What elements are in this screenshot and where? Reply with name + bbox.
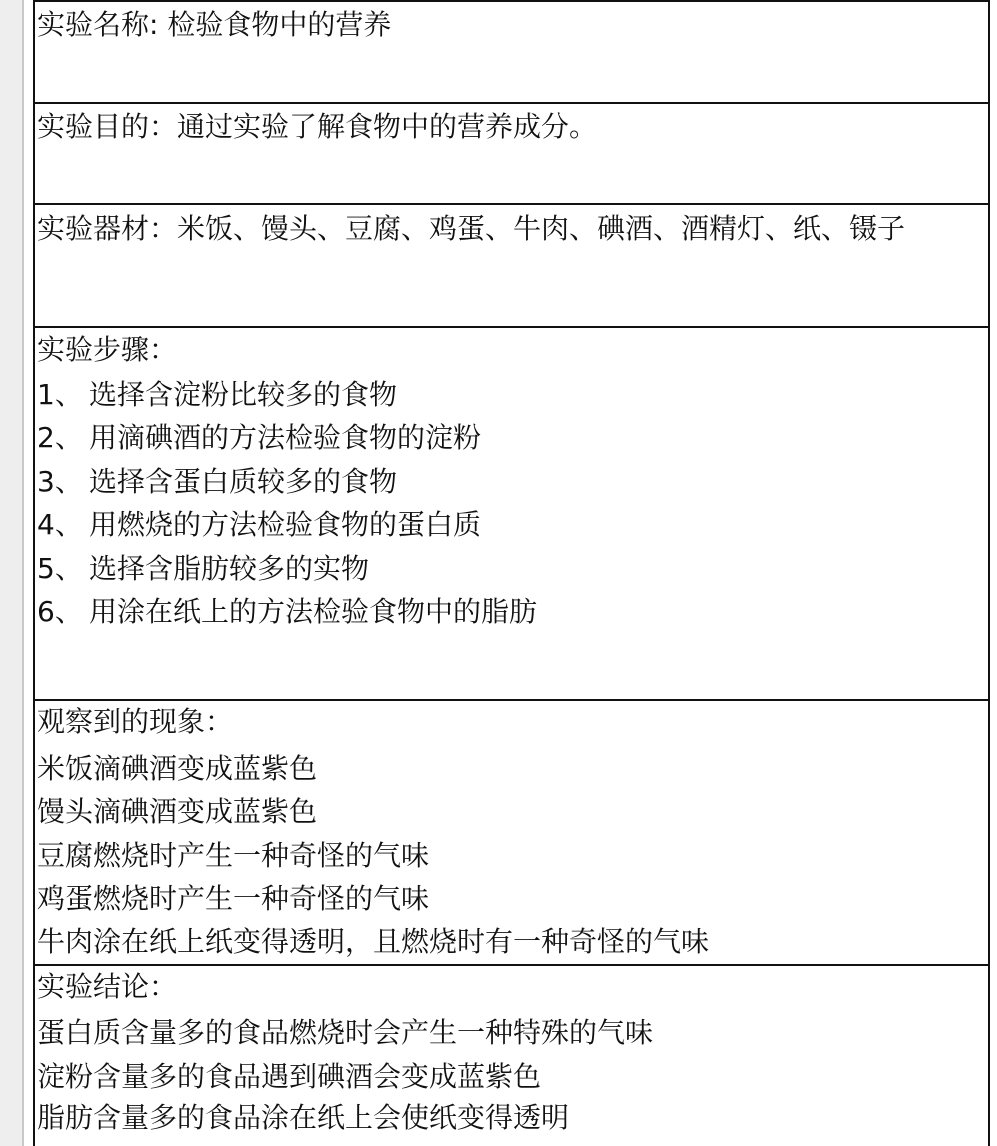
step-number: 4、 bbox=[37, 508, 83, 541]
step-text: 选择含淀粉比较多的食物 bbox=[89, 378, 398, 411]
experiment-materials-cell bbox=[35, 205, 988, 328]
observations-cell bbox=[35, 701, 988, 966]
step-item bbox=[37, 595, 537, 629]
step-item bbox=[37, 465, 397, 499]
observation-item: 牛肉涂在纸上纸变得透明，且燃烧时有一种奇怪的气味 bbox=[37, 925, 710, 958]
step-text: 用燃烧的方法检验食物的蛋白质 bbox=[89, 508, 482, 541]
experiment-materials-text: 实验器材：米饭、馒头、豆腐、鸡蛋、牛肉、碘酒、酒精灯、纸、镊子 bbox=[37, 212, 906, 245]
conclusion-item: 脂肪含量多的食品涂在纸上会使纸变得透明 bbox=[37, 1101, 570, 1134]
step-number: 1、 bbox=[37, 378, 83, 411]
step-item bbox=[37, 508, 481, 542]
observation-item: 馒头滴碘酒变成蓝紫色 bbox=[37, 795, 318, 828]
step-item bbox=[37, 378, 397, 412]
experiment-name-cell bbox=[35, 2, 988, 104]
step-text: 选择含蛋白质较多的食物 bbox=[89, 465, 398, 498]
observations-heading: 观察到的现象： bbox=[37, 705, 234, 738]
step-item bbox=[37, 552, 369, 586]
experiment-steps-cell bbox=[35, 328, 988, 701]
experiment-purpose-text: 实验目的：通过实验了解食物中的营养成分。 bbox=[37, 110, 598, 143]
step-text: 选择含脂肪较多的实物 bbox=[89, 552, 370, 585]
step-number: 3、 bbox=[37, 465, 83, 498]
step-item bbox=[37, 421, 481, 455]
step-number: 5、 bbox=[37, 552, 83, 585]
step-number: 2、 bbox=[37, 421, 83, 454]
observation-item: 米饭滴碘酒变成蓝紫色 bbox=[37, 752, 318, 785]
experiment-name-text: 实验名称: 检验食物中的营养 bbox=[37, 8, 392, 41]
observation-item: 豆腐燃烧时产生一种奇怪的气味 bbox=[37, 839, 430, 872]
conclusion-item: 淀粉含量多的食品遇到碘酒会变成蓝紫色 bbox=[37, 1060, 542, 1093]
left-margin-strip bbox=[0, 0, 24, 1146]
conclusion-heading: 实验结论： bbox=[37, 970, 178, 1003]
experiment-record-table bbox=[33, 0, 990, 1146]
conclusion-cell bbox=[35, 966, 988, 1146]
step-number: 6、 bbox=[37, 595, 83, 628]
conclusion-item: 蛋白质含量多的食品燃烧时会产生一种特殊的气味 bbox=[37, 1016, 654, 1049]
experiment-purpose-cell bbox=[35, 104, 988, 205]
steps-heading: 实验步骤： bbox=[37, 333, 178, 366]
observation-item: 鸡蛋燃烧时产生一种奇怪的气味 bbox=[37, 882, 430, 915]
step-text: 用滴碘酒的方法检验食物的淀粉 bbox=[89, 421, 482, 454]
step-text: 用涂在纸上的方法检验食物中的脂肪 bbox=[89, 595, 538, 628]
